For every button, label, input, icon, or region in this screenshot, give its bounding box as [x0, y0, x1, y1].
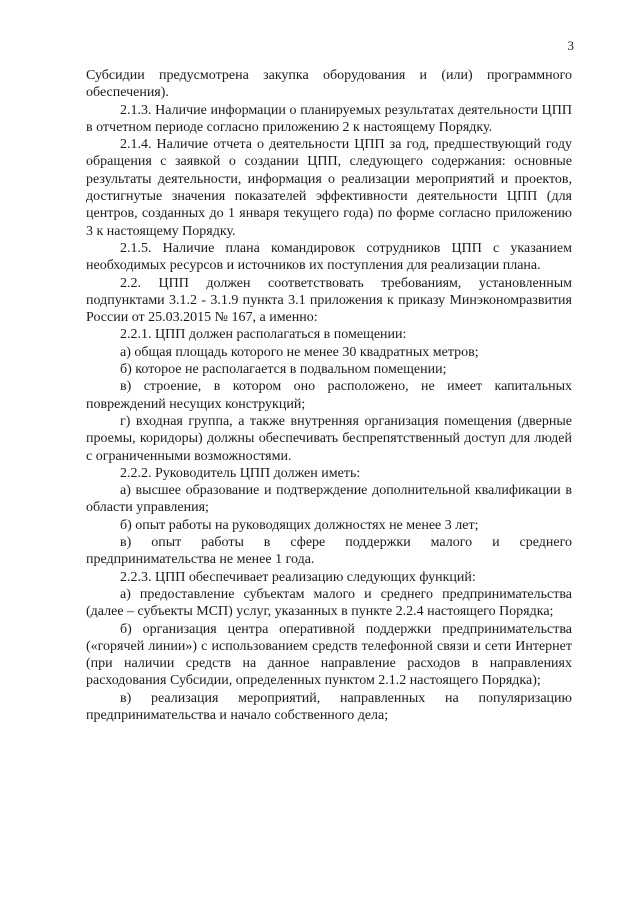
- page-number: 3: [567, 38, 574, 53]
- paragraph: 2.2.2. Руководитель ЦПП должен иметь:: [120, 465, 361, 481]
- paragraph: 2.2.1. ЦПП должен располагаться в помещении:: [120, 327, 407, 343]
- paragraph: 2.1.4. Наличие отчета о деятельности ЦПП за год, предшествующий году обращения с заявкой о создании ЦПП, следующего содержания: основные результаты деятельности, информация о реализации мероприятий и проектов, достигнутые значения показателей эффективности деятельности ЦПП (для центров, созданных до 1 января текущего года) по форме согласно приложению 3 к настоящему Порядку.: [86, 137, 572, 239]
- paragraph: б) опыт работы на руководящих должностях не менее 3 лет;: [120, 517, 479, 533]
- paragraph: б) организация центра оперативной поддержки предпринимательства («горячей линии») с использованием средств телефонной связи и сети Интернет (при наличии средств на данное направление расходов в направлениях расходования Субсидии, определенных пунктом 2.1.2 настоящего Порядка);: [86, 621, 572, 689]
- paragraph: б) которое не располагается в подвальном помещении;: [120, 362, 447, 378]
- paragraph: Субсидии предусмотрена закупка оборудования и (или) программного обеспечения).: [86, 68, 572, 101]
- paragraph: а) предоставление субъектам малого и среднего предпринимательства (далее – субъекты МСП) услуг, указанных в пункте 2.2.4 настоящего Порядка;: [86, 586, 572, 620]
- paragraph: 2.1.5. Наличие плана командировок сотрудников ЦПП с указанием необходимых ресурсов и источников их поступления для реализации плана.: [86, 240, 572, 274]
- paragraph: 2.2.3. ЦПП обеспечивает реализацию следующих функций:: [120, 569, 476, 585]
- paragraph: г) входная группа, а также внутренняя организация помещения (дверные проемы, коридоры) должны обеспечивать беспрепятственный доступ для людей с ограниченными возможностями.: [86, 413, 572, 464]
- paragraph: а) общая площадь которого не менее 30 квадратных метров;: [120, 344, 479, 360]
- paragraph: 2.2. ЦПП должен соответствовать требованиям, установленным подпунктами 3.1.2 - 3.1.9 пункта 3.1 приложения к приказу Минэкономразвития России от 25.03.2015 № 167, а именно:: [86, 275, 572, 326]
- paragraph: в) опыт работы в сфере поддержки малого и среднего предпринимательства не менее 1 года.: [86, 535, 572, 568]
- document-body: [86, 67, 572, 724]
- paragraph: в) строение, в котором оно расположено, не имеет капитальных повреждений несущих конструкций;: [86, 379, 572, 412]
- paragraph: а) высшее образование и подтверждение дополнительной квалификации в области управления;: [86, 483, 572, 516]
- paragraph: 2.1.3. Наличие информации о планируемых результатах деятельности ЦПП в отчетном периоде согласно приложению 2 к настоящему Порядку.: [86, 102, 572, 135]
- paragraph: в) реализация мероприятий, направленных на популяризацию предпринимательства и начало собственного дела;: [86, 690, 572, 723]
